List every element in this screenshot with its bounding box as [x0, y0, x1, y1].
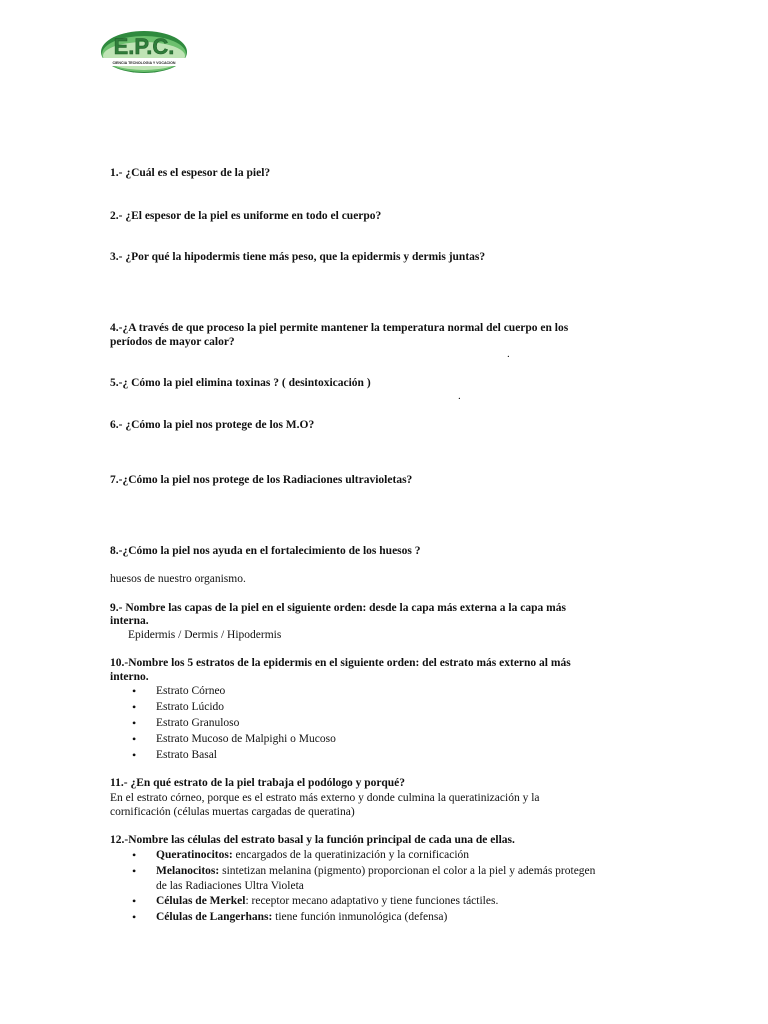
logo-tagline: CIENCIA TECNOLOGIA Y VOCACION: [112, 61, 176, 65]
item-label: Células de Merkel: [156, 895, 246, 907]
question-9-line-2: interna.: [110, 615, 149, 627]
question-1: 1.- ¿Cuál es el espesor de la piel?: [110, 167, 271, 179]
strata-list: [110, 683, 336, 763]
item-label: Células de Langerhans:: [156, 911, 273, 923]
question-4-line-2: períodos de mayor calor?: [110, 336, 235, 348]
list-item: • Estrato Granuloso: [110, 715, 336, 731]
stray-dot: .: [507, 348, 510, 360]
question-12: 12.-Nombre las células del estrato basal y la función principal de cada una de ellas.: [110, 834, 515, 846]
question-7: 7.-¿Cómo la piel nos protege de los Radiaciones ultravioletas?: [110, 474, 413, 486]
list-item: • Estrato Lúcido: [110, 699, 336, 715]
question-4-line-1: 4.-¿A través de que proceso la piel permite mantener la temperatura normal del cuerpo en los: [110, 322, 569, 334]
question-8: 8.-¿Cómo la piel nos ayuda en el fortalecimiento de los huesos ?: [110, 545, 421, 557]
question-10-line-2: interno.: [110, 671, 149, 683]
list-item: [110, 847, 595, 863]
epc-logo: [100, 30, 188, 74]
answer-11-line-2: cornificación (células muertas cargadas de queratina): [110, 806, 355, 818]
list-item: • Estrato Basal: [110, 747, 336, 763]
question-11: 11.- ¿En qué estrato de la piel trabaja el podólogo y porqué?: [110, 777, 405, 789]
logo-letters: E.P.C.: [113, 34, 175, 59]
item-text: de las Radiaciones Ultra Violeta: [156, 880, 304, 892]
list-item: [110, 909, 595, 925]
answer-11-line-1: En el estrato córneo, porque es el estrato más externo y donde culmina la queratinización y la: [110, 792, 540, 804]
item-label: Queratinocitos:: [156, 849, 233, 861]
item-text: : receptor mecano adaptativo y tiene funciones táctiles.: [245, 895, 499, 907]
answer-8: huesos de nuestro organismo.: [110, 573, 246, 585]
question-5: 5.-¿ Cómo la piel elimina toxinas ? ( desintoxicación ): [110, 377, 371, 389]
list-item: [110, 863, 595, 879]
stray-dot: .: [458, 390, 461, 402]
question-9-line-1: 9.- Nombre las capas de la piel en el siguiente orden: desde la capa más externa a la capa más: [110, 602, 566, 614]
item-label: Melanocitos:: [156, 865, 220, 877]
list-item: • Estrato Córneo: [110, 683, 336, 699]
list-item: [110, 893, 595, 909]
question-10-line-1: 10.-Nombre los 5 estratos de la epidermis en el siguiente orden: del estrato más externo al más: [110, 657, 571, 669]
item-text: sintetizan melanina (pigmento) proporcionan el color a la piel y además protegen: [219, 865, 596, 877]
list-item: • Estrato Mucoso de Malpighi o Mucoso: [110, 731, 336, 747]
question-3: 3.- ¿Por qué la hipodermis tiene más peso, que la epidermis y dermis juntas?: [110, 251, 486, 263]
answer-9: Epidermis / Dermis / Hipodermis: [128, 629, 282, 641]
question-6: 6.- ¿Cómo la piel nos protege de los M.O?: [110, 419, 315, 431]
list-item-continuation: [110, 879, 595, 893]
item-text: encargados de la queratinización y la cornificación: [232, 849, 470, 861]
item-text: tiene función inmunológica (defensa): [272, 911, 448, 923]
cells-list: [110, 847, 595, 925]
question-2: 2.- ¿El espesor de la piel es uniforme en todo el cuerpo?: [110, 210, 382, 222]
